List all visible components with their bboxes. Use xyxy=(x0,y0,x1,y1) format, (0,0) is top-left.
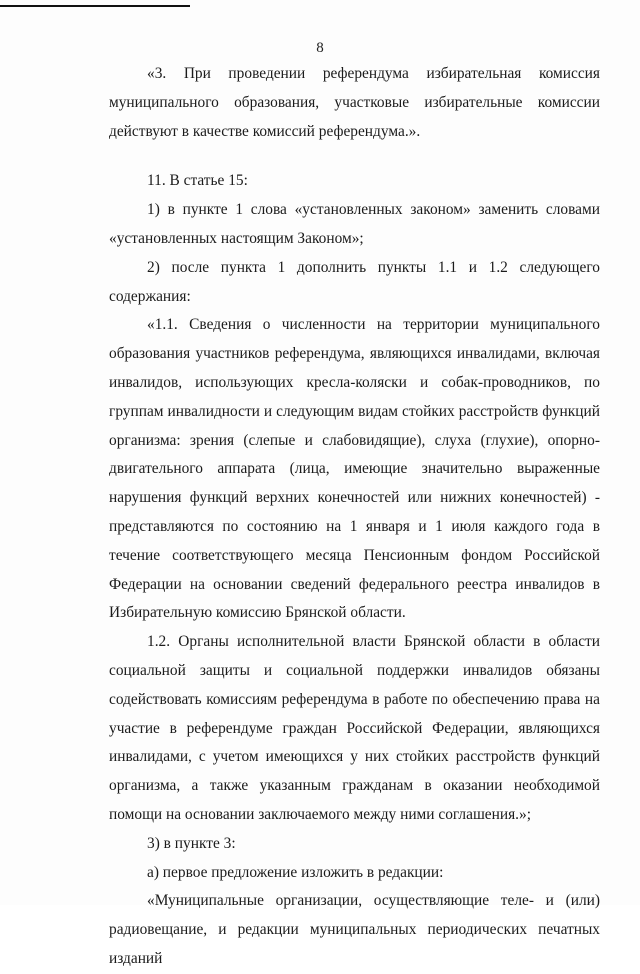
paragraph-commission-role: «3. При проведении референдума избирательная комиссия муниципального образования, участковые избирательные комиссии действуют в качестве комиссий референдума.». xyxy=(109,65,600,140)
paragraph-point-1-1: «1.1. Сведения о численности на территории муниципального образования участников референдума, являющихся инвалидами, включая инвалидов, использующих кресла-коляски и собак-проводников, по группам инвалидности и следующим видам стойких расстройств функций организма: зрения (слепые и слабовидящие), слуха (глухие), опорно-двигательного аппарата (лица, имеющие значительно выраженные нарушения функций верхних конечностей или нижних конечностей) - представляются по состоянию на 1 января и 1 июля каждого года в течение соответствующего месяца Пенсионным фондом Российской Федерации на основании сведений федерального реестра инвалидов в Избирательную комиссию Брянской области. xyxy=(109,316,600,622)
header-rule xyxy=(0,5,190,7)
paragraph-gap xyxy=(109,146,600,167)
paragraph-item-2: 2) после пункта 1 дополнить пункты 1.1 и 1.2 следующего содержания: xyxy=(109,258,600,305)
paragraph-point-1-2: 1.2. Органы исполнительной власти Брянской области в области социальной защиты и социальной поддержки инвалидов обязаны содействовать комиссиям референдума в работе по обеспечению права на участие в референдуме граждан Российской Федерации, являющихся инвалидами, с учетом имеющихся у них стойких расстройств функций организма, а также указанным гражданам в оказании необходимой помощи на основании заключаемого между ними соглашения.»; xyxy=(109,633,600,823)
page-number: 8 xyxy=(316,40,324,56)
document-body xyxy=(109,60,600,974)
paragraph-quote-start: «Муниципальные организации, осуществляющие теле- и (или) радиовещание, и редакции муниципальных периодических печатных изданий xyxy=(109,892,600,967)
paragraph-item-3: 3) в пункте 3: xyxy=(147,834,236,852)
paragraph-subitem-a: а) первое предложение изложить в редакции: xyxy=(147,863,444,881)
paragraph-article-15: 11. В статье 15: xyxy=(147,172,248,190)
paragraph-item-1: 1) в пункте 1 слова «установленных законом» заменить словами «установленных настоящим Законом»; xyxy=(109,201,600,247)
